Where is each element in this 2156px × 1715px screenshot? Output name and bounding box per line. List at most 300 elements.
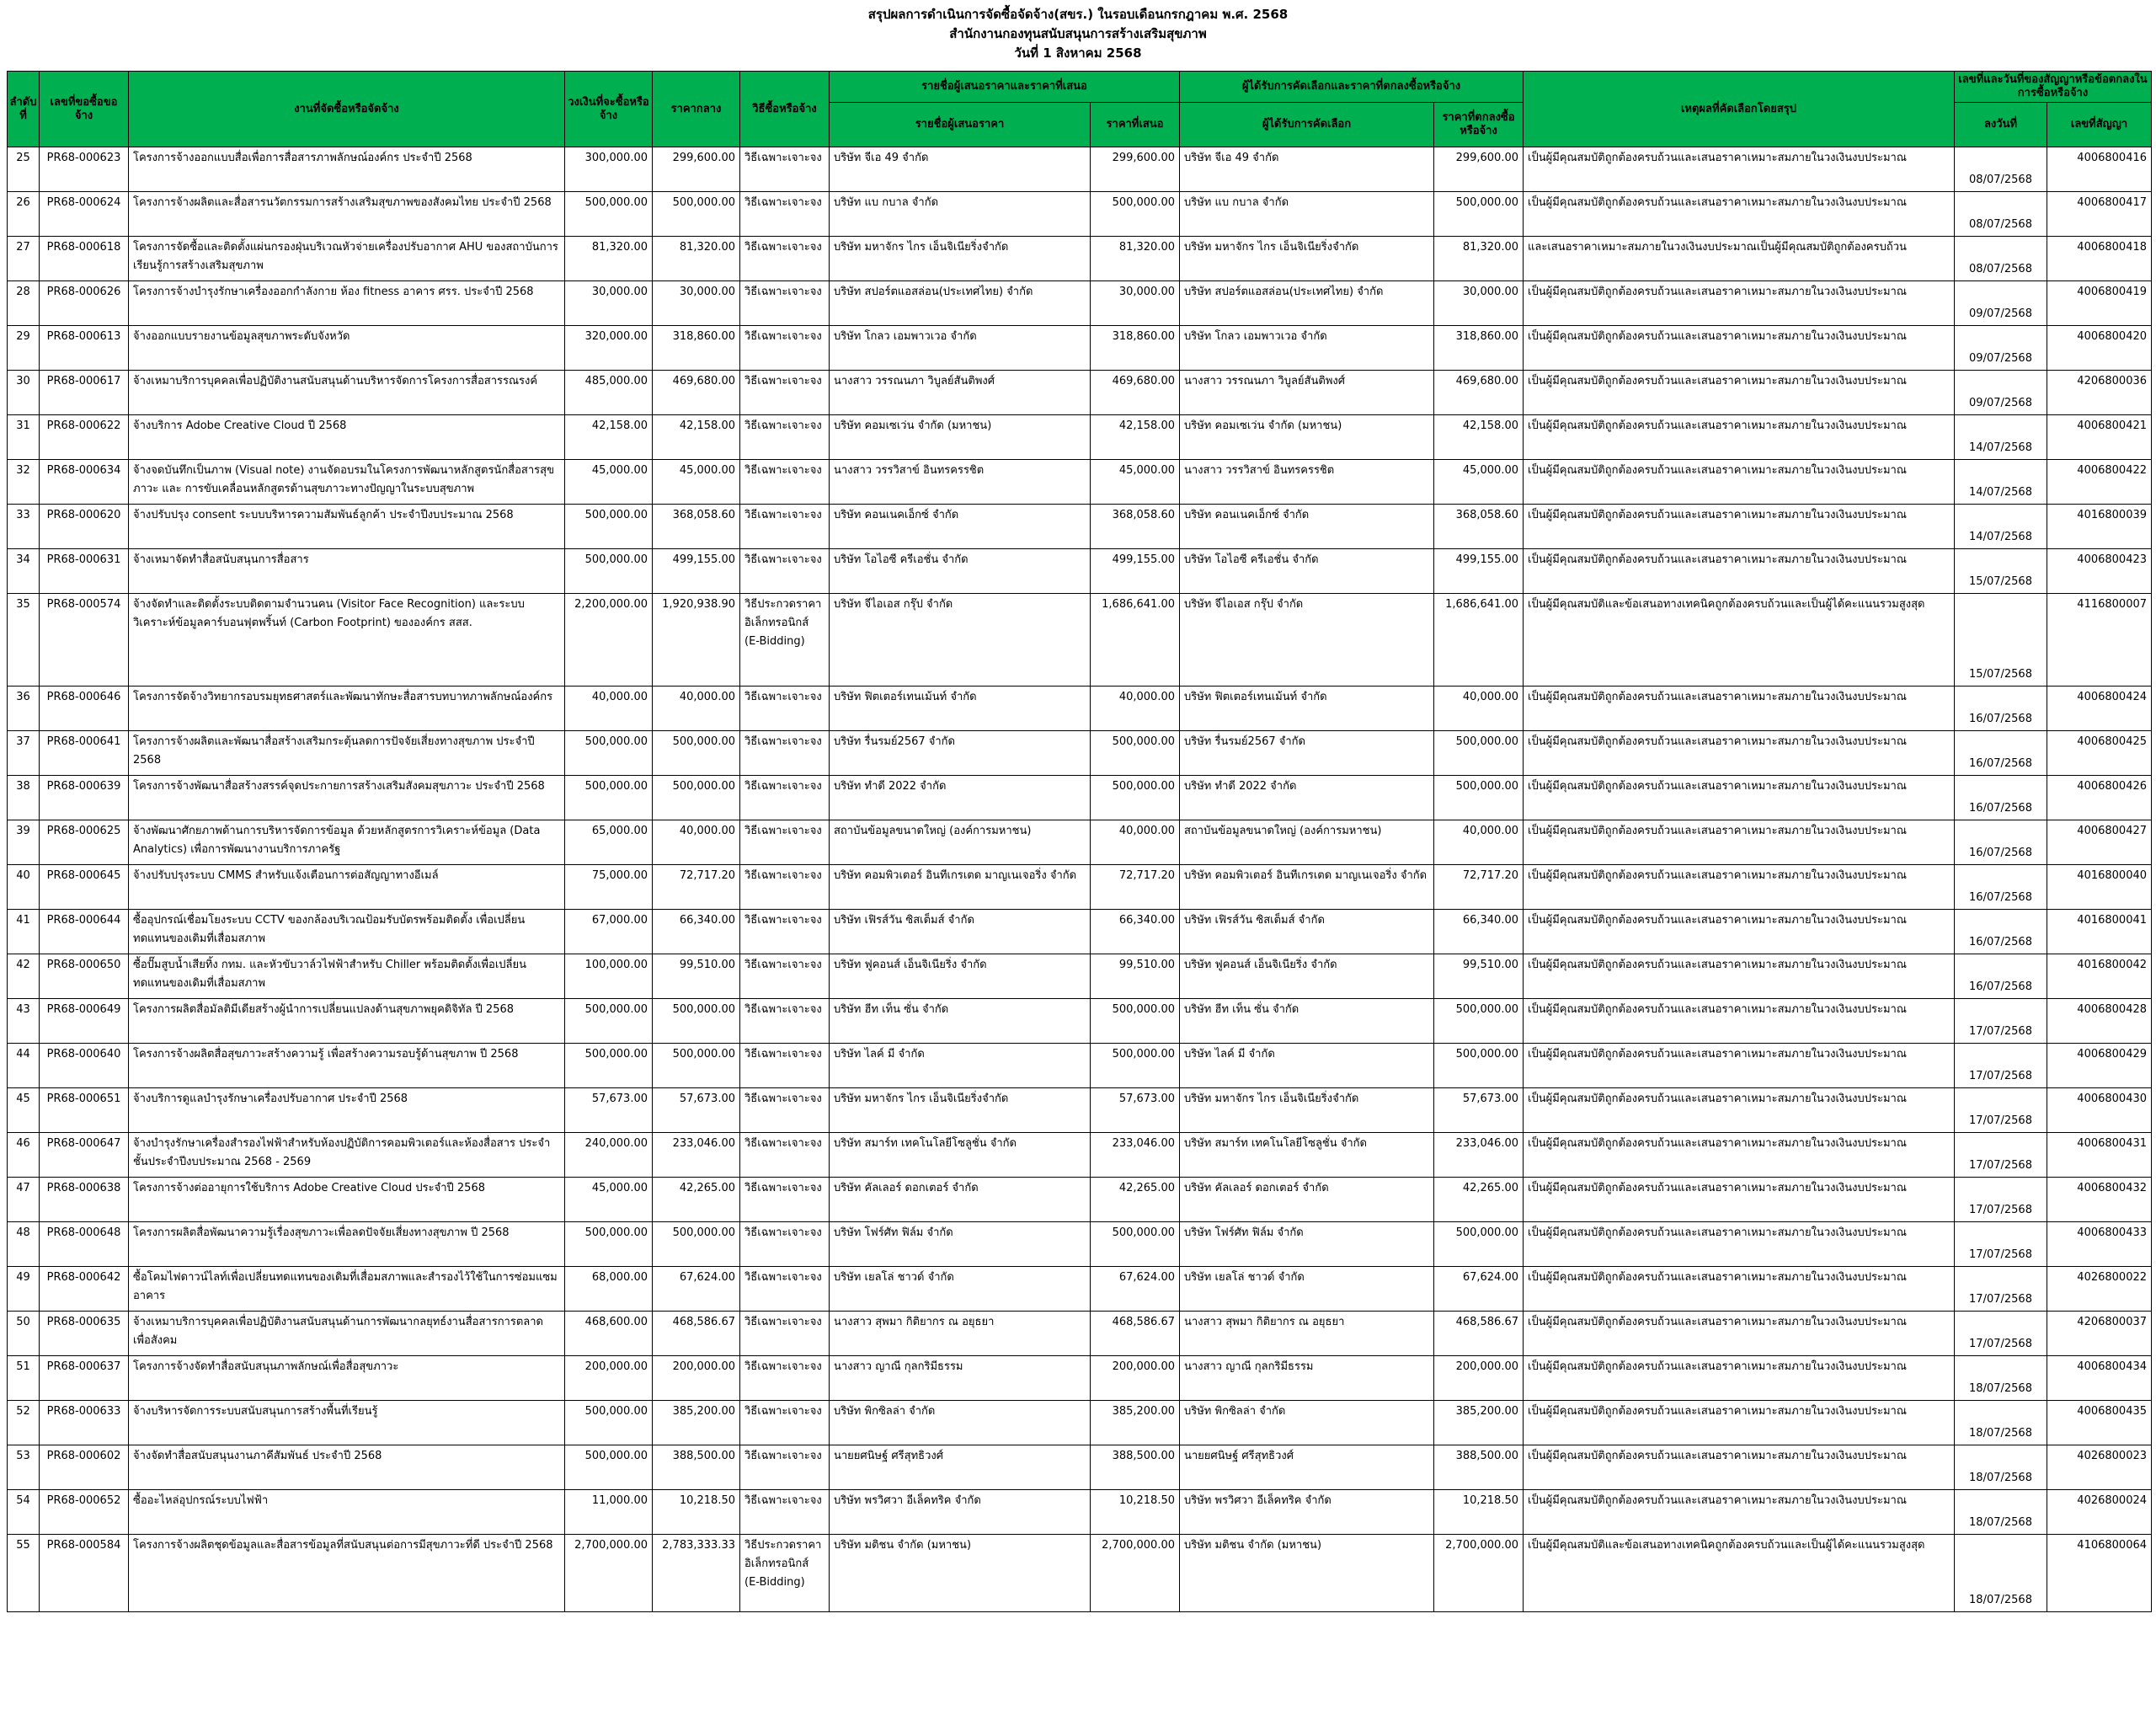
cell-agreed-price: 66,340.00: [1434, 910, 1524, 954]
cell-bid-price: 2,700,000.00: [1091, 1535, 1180, 1612]
cell-no: 50: [8, 1312, 40, 1356]
cell-bidder: บริษัท โฟร์ศัท ฟิล์ม จำกัด: [830, 1222, 1091, 1267]
cell-median: 499,155.00: [653, 549, 740, 594]
cell-work: โครงการผลิตสื่อมัลติมีเดียสร้างผู้นำการเปลี่ยนแปลงด้านสุขภาพยุคดิจิทัล ปี 2568: [129, 999, 565, 1044]
cell-winner: บริษัท จีเอ 49 จำกัด: [1180, 147, 1434, 192]
cell-reason: เป็นผู้มีคุณสมบัติถูกต้องครบถ้วนและเสนอราคาเหมาะสมภายในวงเงินงบประมาณ: [1524, 910, 1955, 954]
cell-median: 57,673.00: [653, 1088, 740, 1133]
cell-no: 28: [8, 281, 40, 326]
cell-method: วิธีเฉพาะเจาะจง: [740, 820, 830, 865]
col-pr: เลขที่ขอซื้อขอจ้าง: [40, 72, 129, 147]
cell-no: 37: [8, 731, 40, 776]
cell-method: วิธีเฉพาะเจาะจง: [740, 460, 830, 505]
cell-contract: 4006800433: [2047, 1222, 2152, 1267]
cell-contract: 4206800037: [2047, 1312, 2152, 1356]
cell-method: วิธีเฉพาะเจาะจง: [740, 1356, 830, 1401]
cell-date: 15/07/2568: [1955, 549, 2047, 594]
cell-reason: เป็นผู้มีคุณสมบัติถูกต้องครบถ้วนและเสนอราคาเหมาะสมภายในวงเงินงบประมาณ: [1524, 326, 1955, 371]
cell-pr: PR68-000648: [40, 1222, 129, 1267]
cell-reason: เป็นผู้มีคุณสมบัติถูกต้องครบถ้วนและเสนอราคาเหมาะสมภายในวงเงินงบประมาณ: [1524, 371, 1955, 415]
cell-bidder: บริษัท สปอร์ตแอสล่อน(ประเทศไทย) จำกัด: [830, 281, 1091, 326]
cell-median: 40,000.00: [653, 687, 740, 731]
col-winner: ผู้ได้รับการคัดเลือก: [1180, 103, 1434, 147]
table-row: [8, 820, 2152, 865]
cell-winner: นางสาว สุพมา กิติยากร ณ อยุธยา: [1180, 1312, 1434, 1356]
cell-date: 16/07/2568: [1955, 687, 2047, 731]
cell-reason: เป็นผู้มีคุณสมบัติถูกต้องครบถ้วนและเสนอราคาเหมาะสมภายในวงเงินงบประมาณ: [1524, 1490, 1955, 1535]
cell-no: 38: [8, 776, 40, 820]
cell-date: 17/07/2568: [1955, 1044, 2047, 1088]
cell-method: วิธีเฉพาะเจาะจง: [740, 326, 830, 371]
cell-median: 299,600.00: [653, 147, 740, 192]
cell-bidder: บริษัท รื่นรมย์2567 จำกัด: [830, 731, 1091, 776]
cell-date: 16/07/2568: [1955, 954, 2047, 999]
cell-median: 500,000.00: [653, 192, 740, 237]
table-row: [8, 1535, 2152, 1612]
cell-bid-price: 42,265.00: [1091, 1178, 1180, 1222]
cell-median: 99,510.00: [653, 954, 740, 999]
cell-pr: PR68-000613: [40, 326, 129, 371]
cell-reason: เป็นผู้มีคุณสมบัติถูกต้องครบถ้วนและเสนอราคาเหมาะสมภายในวงเงินงบประมาณ: [1524, 731, 1955, 776]
cell-bid-price: 388,500.00: [1091, 1445, 1180, 1490]
cell-reason: เป็นผู้มีคุณสมบัติถูกต้องครบถ้วนและเสนอราคาเหมาะสมภายในวงเงินงบประมาณ: [1524, 505, 1955, 549]
cell-no: 40: [8, 865, 40, 910]
cell-agreed-price: 500,000.00: [1434, 999, 1524, 1044]
cell-median: 500,000.00: [653, 1222, 740, 1267]
cell-method: วิธีเฉพาะเจาะจง: [740, 1445, 830, 1490]
cell-winner: บริษัท สมาร์ท เทคโนโลยีโซลูชั่น จำกัด: [1180, 1133, 1434, 1178]
cell-agreed-price: 318,860.00: [1434, 326, 1524, 371]
cell-bidder: บริษัท คอมพิวเตอร์ อินทีเกรเตด มาญเนเจอริ่ง จำกัด: [830, 865, 1091, 910]
cell-date: 18/07/2568: [1955, 1535, 2047, 1612]
cell-pr: PR68-000638: [40, 1178, 129, 1222]
cell-method: วิธีเฉพาะเจาะจง: [740, 1088, 830, 1133]
cell-median: 500,000.00: [653, 999, 740, 1044]
cell-agreed-price: 469,680.00: [1434, 371, 1524, 415]
cell-no: 29: [8, 326, 40, 371]
cell-bid-price: 1,686,641.00: [1091, 594, 1180, 687]
cell-agreed-price: 45,000.00: [1434, 460, 1524, 505]
cell-winner: บริษัท ฟูคอนส์ เอ็นจิเนียริ่ง จำกัด: [1180, 954, 1434, 999]
cell-budget: 500,000.00: [565, 1222, 653, 1267]
cell-work: โครงการจัดซื้อและติดตั้งแผ่นกรองฝุ่นบริเวณหัวจ่ายเครื่องปรับอากาศ AHU ของสถาบันการเรียนรู้การสร้างเสริมสุขภาพ: [129, 237, 565, 281]
cell-pr: PR68-000623: [40, 147, 129, 192]
cell-agreed-price: 40,000.00: [1434, 687, 1524, 731]
cell-contract: 4006800432: [2047, 1178, 2152, 1222]
cell-method: วิธีเฉพาะเจาะจง: [740, 731, 830, 776]
cell-bidder: บริษัท สมาร์ท เทคโนโลยีโซลูชั่น จำกัด: [830, 1133, 1091, 1178]
cell-bidder: บริษัท คัลเลอร์ ดอกเตอร์ จำกัด: [830, 1178, 1091, 1222]
cell-reason: เป็นผู้มีคุณสมบัติถูกต้องครบถ้วนและเสนอราคาเหมาะสมภายในวงเงินงบประมาณ: [1524, 549, 1955, 594]
col-median: ราคากลาง: [653, 72, 740, 147]
cell-winner: บริษัท มติชน จำกัด (มหาชน): [1180, 1535, 1434, 1612]
cell-bid-price: 72,717.20: [1091, 865, 1180, 910]
cell-winner: บริษัท เยลโล่ ชาวด์ จำกัด: [1180, 1267, 1434, 1312]
cell-method: วิธีประกวดราคาอิเล็กทรอนิกส์ (E-Bidding): [740, 1535, 830, 1612]
cell-no: 32: [8, 460, 40, 505]
cell-work: จ้างออกแบบรายงานข้อมูลสุขภาพระดับจังหวัด: [129, 326, 565, 371]
cell-budget: 2,700,000.00: [565, 1535, 653, 1612]
procurement-table: [7, 71, 2152, 1612]
cell-pr: PR68-000637: [40, 1356, 129, 1401]
cell-contract: 4116800007: [2047, 594, 2152, 687]
cell-agreed-price: 388,500.00: [1434, 1445, 1524, 1490]
cell-budget: 485,000.00: [565, 371, 653, 415]
cell-winner: บริษัท ทำดี 2022 จำกัด: [1180, 776, 1434, 820]
cell-budget: 500,000.00: [565, 1401, 653, 1445]
table-row: [8, 549, 2152, 594]
cell-contract: 4006800420: [2047, 326, 2152, 371]
table-row: [8, 731, 2152, 776]
cell-method: วิธีเฉพาะเจาะจง: [740, 1222, 830, 1267]
cell-pr: PR68-000641: [40, 731, 129, 776]
cell-reason: และเสนอราคาเหมาะสมภายในวงเงินงบประมาณเป็นผู้มีคุณสมบัติถูกต้องครบถ้วน: [1524, 237, 1955, 281]
cell-reason: เป็นผู้มีคุณสมบัติถูกต้องครบถ้วนและเสนอราคาเหมาะสมภายในวงเงินงบประมาณ: [1524, 147, 1955, 192]
cell-method: วิธีเฉพาะเจาะจง: [740, 237, 830, 281]
cell-method: วิธีเฉพาะเจาะจง: [740, 1133, 830, 1178]
cell-contract: 4016800041: [2047, 910, 2152, 954]
cell-date: 18/07/2568: [1955, 1490, 2047, 1535]
cell-date: 18/07/2568: [1955, 1445, 2047, 1490]
cell-work: โครงการจ้างจัดทำสื่อสนับสนุนภาพลักษณ์เพื่อสื่อสุขภาวะ: [129, 1356, 565, 1401]
col-method: วิธีซื้อหรือจ้าง: [740, 72, 830, 147]
cell-no: 36: [8, 687, 40, 731]
cell-winner: นายยศนิษฐ์ ศรีสุทธิวงศ์: [1180, 1445, 1434, 1490]
cell-budget: 75,000.00: [565, 865, 653, 910]
cell-contract: 4026800024: [2047, 1490, 2152, 1535]
cell-reason: เป็นผู้มีคุณสมบัติถูกต้องครบถ้วนและเสนอราคาเหมาะสมภายในวงเงินงบประมาณ: [1524, 1445, 1955, 1490]
cell-budget: 81,320.00: [565, 237, 653, 281]
cell-no: 34: [8, 549, 40, 594]
cell-agreed-price: 233,046.00: [1434, 1133, 1524, 1178]
cell-bid-price: 57,673.00: [1091, 1088, 1180, 1133]
cell-agreed-price: 30,000.00: [1434, 281, 1524, 326]
cell-work: โครงการผลิตสื่อพัฒนาความรู้เรื่องสุขภาวะเพื่อลดปัจจัยเสี่ยงทางสุขภาพ ปี 2568: [129, 1222, 565, 1267]
cell-winner: บริษัท รื่นรมย์2567 จำกัด: [1180, 731, 1434, 776]
cell-bidder: บริษัท แบ กบาล จำกัด: [830, 192, 1091, 237]
cell-bid-price: 81,320.00: [1091, 237, 1180, 281]
cell-reason: เป็นผู้มีคุณสมบัติถูกต้องครบถ้วนและเสนอราคาเหมาะสมภายในวงเงินงบประมาณ: [1524, 1133, 1955, 1178]
cell-budget: 65,000.00: [565, 820, 653, 865]
cell-pr: PR68-000652: [40, 1490, 129, 1535]
col-no: ลำดับที่: [8, 72, 40, 147]
cell-date: 16/07/2568: [1955, 865, 2047, 910]
cell-pr: PR68-000647: [40, 1133, 129, 1178]
cell-date: 16/07/2568: [1955, 910, 2047, 954]
table-row: [8, 371, 2152, 415]
cell-pr: PR68-000617: [40, 371, 129, 415]
cell-contract: 4006800423: [2047, 549, 2152, 594]
cell-work: ซื้ออะไหล่อุปกรณ์ระบบไฟฟ้า: [129, 1490, 565, 1535]
cell-bid-price: 40,000.00: [1091, 687, 1180, 731]
cell-no: 51: [8, 1356, 40, 1401]
cell-date: 17/07/2568: [1955, 1222, 2047, 1267]
cell-bid-price: 10,218.50: [1091, 1490, 1180, 1535]
cell-budget: 500,000.00: [565, 549, 653, 594]
cell-reason: เป็นผู้มีคุณสมบัติถูกต้องครบถ้วนและเสนอราคาเหมาะสมภายในวงเงินงบประมาณ: [1524, 460, 1955, 505]
cell-bid-price: 500,000.00: [1091, 192, 1180, 237]
cell-date: 18/07/2568: [1955, 1356, 2047, 1401]
cell-no: 30: [8, 371, 40, 415]
table-row: [8, 1312, 2152, 1356]
cell-reason: เป็นผู้มีคุณสมบัติถูกต้องครบถ้วนและเสนอราคาเหมาะสมภายในวงเงินงบประมาณ: [1524, 281, 1955, 326]
cell-contract: 4016800042: [2047, 954, 2152, 999]
cell-work: ซื้อปั๊มสูบน้ำเสียทิ้ง กทม. และหัวขับวาล์วไฟฟ้าสำหรับ Chiller พร้อมติดตั้งเพื่อเปลี่ยนทดแทนของเดิมที่เสื่อมสภาพ: [129, 954, 565, 999]
cell-no: 25: [8, 147, 40, 192]
col-contract-group: เลขที่และวันที่ของสัญญาหรือข้อตกลงในการซื้อหรือจ้าง: [1955, 72, 2152, 103]
col-sign-date: ลงวันที่: [1955, 103, 2047, 147]
cell-bidder: บริษัท คอนเนคเอ็กซ์ จำกัด: [830, 505, 1091, 549]
cell-method: วิธีเฉพาะเจาะจง: [740, 281, 830, 326]
cell-method: วิธีเฉพาะเจาะจง: [740, 415, 830, 460]
cell-median: 500,000.00: [653, 731, 740, 776]
cell-agreed-price: 500,000.00: [1434, 731, 1524, 776]
cell-median: 500,000.00: [653, 776, 740, 820]
cell-median: 10,218.50: [653, 1490, 740, 1535]
cell-budget: 320,000.00: [565, 326, 653, 371]
table-row: [8, 1445, 2152, 1490]
cell-date: 09/07/2568: [1955, 281, 2047, 326]
cell-pr: PR68-000626: [40, 281, 129, 326]
cell-agreed-price: 500,000.00: [1434, 192, 1524, 237]
cell-budget: 11,000.00: [565, 1490, 653, 1535]
cell-pr: PR68-000644: [40, 910, 129, 954]
cell-pr: PR68-000646: [40, 687, 129, 731]
cell-bid-price: 500,000.00: [1091, 1222, 1180, 1267]
cell-work: ซื้ออุปกรณ์เชื่อมโยงระบบ CCTV ของกล้องบริเวณป้อมรับบัตรพร้อมติดตั้ง เพื่อเปลี่ยนทดแทนของเดิมที่เสื่อมสภาพ: [129, 910, 565, 954]
cell-bidder: นางสาว วรรณนภา วิบูลย์สันติพงศ์: [830, 371, 1091, 415]
cell-reason: เป็นผู้มีคุณสมบัติถูกต้องครบถ้วนและเสนอราคาเหมาะสมภายในวงเงินงบประมาณ: [1524, 820, 1955, 865]
col-bid-price: ราคาที่เสนอ: [1091, 103, 1180, 147]
cell-agreed-price: 40,000.00: [1434, 820, 1524, 865]
cell-bidder: บริษัท จีไอเอส กรุ๊ป จำกัด: [830, 594, 1091, 687]
cell-reason: เป็นผู้มีคุณสมบัติถูกต้องครบถ้วนและเสนอราคาเหมาะสมภายในวงเงินงบประมาณ: [1524, 192, 1955, 237]
cell-median: 318,860.00: [653, 326, 740, 371]
table-row: [8, 687, 2152, 731]
cell-pr: PR68-000640: [40, 1044, 129, 1088]
cell-date: 17/07/2568: [1955, 1267, 2047, 1312]
cell-bidder: บริษัท ทำดี 2022 จำกัด: [830, 776, 1091, 820]
cell-date: 16/07/2568: [1955, 820, 2047, 865]
cell-agreed-price: 99,510.00: [1434, 954, 1524, 999]
cell-bidder: บริษัท ฮีท เท็น ซั่น จำกัด: [830, 999, 1091, 1044]
cell-reason: เป็นผู้มีคุณสมบัติถูกต้องครบถ้วนและเสนอราคาเหมาะสมภายในวงเงินงบประมาณ: [1524, 954, 1955, 999]
cell-winner: บริษัท เฟิรส์วัน ซิสเต็มส์ จำกัด: [1180, 910, 1434, 954]
cell-reason: เป็นผู้มีคุณสมบัติถูกต้องครบถ้วนและเสนอราคาเหมาะสมภายในวงเงินงบประมาณ: [1524, 1401, 1955, 1445]
cell-contract: 4006800419: [2047, 281, 2152, 326]
cell-contract: 4006800422: [2047, 460, 2152, 505]
cell-pr: PR68-000635: [40, 1312, 129, 1356]
report-date: วันที่ 1 สิงหาคม 2568: [1014, 45, 1142, 61]
cell-method: วิธีเฉพาะเจาะจง: [740, 1178, 830, 1222]
cell-contract: 4006800417: [2047, 192, 2152, 237]
cell-budget: 500,000.00: [565, 731, 653, 776]
cell-no: 42: [8, 954, 40, 999]
table-row: [8, 1490, 2152, 1535]
cell-reason: เป็นผู้มีคุณสมบัติถูกต้องครบถ้วนและเสนอราคาเหมาะสมภายในวงเงินงบประมาณ: [1524, 999, 1955, 1044]
cell-bid-price: 500,000.00: [1091, 1044, 1180, 1088]
cell-date: 14/07/2568: [1955, 460, 2047, 505]
cell-work: จ้างเหมาบริการบุคคลเพื่อปฏิบัติงานสนับสนุนด้านการพัฒนากลยุทธ์งานสื่อสารการตลาดเพื่อสังคม: [129, 1312, 565, 1356]
cell-date: 08/07/2568: [1955, 237, 2047, 281]
cell-median: 1,920,938.90: [653, 594, 740, 687]
cell-agreed-price: 57,673.00: [1434, 1088, 1524, 1133]
cell-work: โครงการจ้างต่ออายุการใช้บริการ Adobe Creative Cloud ประจำปี 2568: [129, 1178, 565, 1222]
cell-winner: บริษัท คอมพิวเตอร์ อินทีเกรเตด มาญเนเจอริ่ง จำกัด: [1180, 865, 1434, 910]
cell-winner: นางสาว ญาณี กุลกริมีธรรม: [1180, 1356, 1434, 1401]
cell-date: 17/07/2568: [1955, 1312, 2047, 1356]
cell-bid-price: 368,058.60: [1091, 505, 1180, 549]
cell-no: 39: [8, 820, 40, 865]
cell-bidder: นางสาว วรรวิสาข์ อินทรครรชิต: [830, 460, 1091, 505]
cell-bid-price: 299,600.00: [1091, 147, 1180, 192]
cell-median: 385,200.00: [653, 1401, 740, 1445]
cell-budget: 42,158.00: [565, 415, 653, 460]
col-work: งานที่จัดซื้อหรือจัดจ้าง: [129, 72, 565, 147]
cell-bidder: บริษัท พรวิศวา อีเล็คทริค จำกัด: [830, 1490, 1091, 1535]
cell-budget: 468,600.00: [565, 1312, 653, 1356]
cell-work: จ้างจัดทำและติดตั้งระบบติดตามจำนวนคน (Visitor Face Recognition) และระบบวิเคราะห์ข้อมูลคาร์บอนฟุตพริ้นท์ (Carbon Footprint) ขององค์กร สสส.: [129, 594, 565, 687]
cell-agreed-price: 67,624.00: [1434, 1267, 1524, 1312]
cell-winner: บริษัท จีไอเอส กรุ๊ป จำกัด: [1180, 594, 1434, 687]
cell-contract: 4006800418: [2047, 237, 2152, 281]
table-row: [8, 776, 2152, 820]
cell-date: 14/07/2568: [1955, 505, 2047, 549]
cell-contract: 4006800425: [2047, 731, 2152, 776]
cell-bid-price: 468,586.67: [1091, 1312, 1180, 1356]
report-title: สรุปผลการดำเนินการจัดซื้อจัดจ้าง(สขร.) ในรอบเดือนกรกฎาคม พ.ศ. 2568: [867, 7, 1289, 22]
cell-pr: PR68-000584: [40, 1535, 129, 1612]
cell-bid-price: 500,000.00: [1091, 776, 1180, 820]
cell-contract: 4026800022: [2047, 1267, 2152, 1312]
cell-contract: 4006800431: [2047, 1133, 2152, 1178]
cell-bidder: บริษัท พิกซิลล่า จำกัด: [830, 1401, 1091, 1445]
table-row: [8, 594, 2152, 687]
cell-contract: 4006800430: [2047, 1088, 2152, 1133]
cell-method: วิธีเฉพาะเจาะจง: [740, 687, 830, 731]
cell-pr: PR68-000618: [40, 237, 129, 281]
cell-median: 500,000.00: [653, 1044, 740, 1088]
cell-bid-price: 30,000.00: [1091, 281, 1180, 326]
col-agreed-price: ราคาที่ตกลงซื้อหรือจ้าง: [1434, 103, 1524, 147]
cell-winner: บริษัท คอมเซเว่น จำกัด (มหาชน): [1180, 415, 1434, 460]
cell-pr: PR68-000625: [40, 820, 129, 865]
cell-median: 233,046.00: [653, 1133, 740, 1178]
cell-winner: บริษัท ฟิตเตอร์เทนเม้นท์ จำกัด: [1180, 687, 1434, 731]
cell-bidder: บริษัท ฟูคอนส์ เอ็นจิเนียริ่ง จำกัด: [830, 954, 1091, 999]
cell-pr: PR68-000620: [40, 505, 129, 549]
cell-work: จ้างบริการ Adobe Creative Cloud ปี 2568: [129, 415, 565, 460]
cell-work: จ้างจดบันทึกเป็นภาพ (Visual note) งานจัดอบรมในโครงการพัฒนาหลักสูตรนักสื่อสารสุขภาวะ และ การขับเคลื่อนหลักสูตรด้านสุขภาวะทางปัญญาในระบบสุขภาพ: [129, 460, 565, 505]
cell-bidder: นางสาว ญาณี กุลกริมีธรรม: [830, 1356, 1091, 1401]
cell-bid-price: 499,155.00: [1091, 549, 1180, 594]
cell-work: จ้างเหมาบริการบุคคลเพื่อปฏิบัติงานสนับสนุนด้านบริหารจัดการโครงการสื่อสารรณรงค์: [129, 371, 565, 415]
cell-no: 55: [8, 1535, 40, 1612]
table-row: [8, 505, 2152, 549]
cell-budget: 45,000.00: [565, 1178, 653, 1222]
cell-work: โครงการจ้างผลิตชุดข้อมูลและสื่อสารข้อมูลที่สนับสนุนต่อการมีสุขภาวะที่ดี ประจำปี 2568: [129, 1535, 565, 1612]
cell-contract: 4006800434: [2047, 1356, 2152, 1401]
cell-work: จ้างปรับปรุง consent ระบบบริหารความสัมพันธ์ลูกค้า ประจำปีงบประมาณ 2568: [129, 505, 565, 549]
cell-agreed-price: 72,717.20: [1434, 865, 1524, 910]
cell-bid-price: 40,000.00: [1091, 820, 1180, 865]
cell-winner: บริษัท คัลเลอร์ ดอกเตอร์ จำกัด: [1180, 1178, 1434, 1222]
cell-budget: 100,000.00: [565, 954, 653, 999]
cell-bidder: บริษัท โอไอซี ครีเอชั่น จำกัด: [830, 549, 1091, 594]
cell-method: วิธีเฉพาะเจาะจง: [740, 1490, 830, 1535]
cell-date: 18/07/2568: [1955, 1401, 2047, 1445]
cell-contract: 4016800040: [2047, 865, 2152, 910]
cell-no: 47: [8, 1178, 40, 1222]
cell-median: 81,320.00: [653, 237, 740, 281]
cell-no: 44: [8, 1044, 40, 1088]
cell-contract: 4006800427: [2047, 820, 2152, 865]
cell-budget: 500,000.00: [565, 1445, 653, 1490]
cell-bidder: บริษัท เฟิรส์วัน ซิสเต็มส์ จำกัด: [830, 910, 1091, 954]
cell-no: 27: [8, 237, 40, 281]
cell-date: 09/07/2568: [1955, 371, 2047, 415]
cell-reason: เป็นผู้มีคุณสมบัติถูกต้องครบถ้วนและเสนอราคาเหมาะสมภายในวงเงินงบประมาณ: [1524, 415, 1955, 460]
cell-date: 17/07/2568: [1955, 1133, 2047, 1178]
cell-method: วิธีเฉพาะเจาะจง: [740, 1312, 830, 1356]
cell-contract: 4106800064: [2047, 1535, 2152, 1612]
cell-method: วิธีเฉพาะเจาะจง: [740, 505, 830, 549]
cell-bidder: นางสาว สุพมา กิติยากร ณ อยุธยา: [830, 1312, 1091, 1356]
table-row: [8, 1222, 2152, 1267]
cell-method: วิธีเฉพาะเจาะจง: [740, 910, 830, 954]
cell-median: 42,265.00: [653, 1178, 740, 1222]
cell-method: วิธีเฉพาะเจาะจง: [740, 1401, 830, 1445]
cell-reason: เป็นผู้มีคุณสมบัติถูกต้องครบถ้วนและเสนอราคาเหมาะสมภายในวงเงินงบประมาณ: [1524, 1222, 1955, 1267]
cell-reason: เป็นผู้มีคุณสมบัติถูกต้องครบถ้วนและเสนอราคาเหมาะสมภายในวงเงินงบประมาณ: [1524, 1044, 1955, 1088]
col-budget: วงเงินที่จะซื้อหรือจ้าง: [565, 72, 653, 147]
report-title-block: [0, 0, 2156, 64]
cell-bid-price: 500,000.00: [1091, 731, 1180, 776]
cell-no: 48: [8, 1222, 40, 1267]
cell-bid-price: 385,200.00: [1091, 1401, 1180, 1445]
cell-pr: PR68-000631: [40, 549, 129, 594]
cell-work: จ้างบริการดูแลบำรุงรักษาเครื่องปรับอากาศ ประจำปี 2568: [129, 1088, 565, 1133]
cell-winner: สถาบันข้อมูลขนาดใหญ่ (องค์การมหาชน): [1180, 820, 1434, 865]
cell-no: 54: [8, 1490, 40, 1535]
cell-work: โครงการจ้างออกแบบสื่อเพื่อการสื่อสารภาพลักษณ์องค์กร ประจำปี 2568: [129, 147, 565, 192]
cell-method: วิธีเฉพาะเจาะจง: [740, 371, 830, 415]
cell-median: 66,340.00: [653, 910, 740, 954]
cell-winner: บริษัท ไลค์ มี จำกัด: [1180, 1044, 1434, 1088]
table-row: [8, 1133, 2152, 1178]
cell-pr: PR68-000574: [40, 594, 129, 687]
cell-method: วิธีเฉพาะเจาะจง: [740, 147, 830, 192]
cell-winner: บริษัท มหาจักร ไกร เอ็นจิเนียริ่งจำกัด: [1180, 1088, 1434, 1133]
cell-pr: PR68-000649: [40, 999, 129, 1044]
cell-bid-price: 200,000.00: [1091, 1356, 1180, 1401]
cell-winner: บริษัท พรวิศวา อีเล็คทริค จำกัด: [1180, 1490, 1434, 1535]
cell-budget: 240,000.00: [565, 1133, 653, 1178]
cell-agreed-price: 500,000.00: [1434, 1044, 1524, 1088]
cell-pr: PR68-000624: [40, 192, 129, 237]
cell-bid-price: 67,624.00: [1091, 1267, 1180, 1312]
cell-bid-price: 45,000.00: [1091, 460, 1180, 505]
cell-contract: 4006800428: [2047, 999, 2152, 1044]
cell-reason: เป็นผู้มีคุณสมบัติถูกต้องครบถ้วนและเสนอราคาเหมาะสมภายในวงเงินงบประมาณ: [1524, 1088, 1955, 1133]
cell-date: 09/07/2568: [1955, 326, 2047, 371]
table-row: [8, 1088, 2152, 1133]
cell-bidder: บริษัท มหาจักร ไกร เอ็นจิเนียริ่งจำกัด: [830, 1088, 1091, 1133]
cell-no: 33: [8, 505, 40, 549]
cell-no: 31: [8, 415, 40, 460]
cell-bidder: บริษัท ไลค์ มี จำกัด: [830, 1044, 1091, 1088]
cell-work: โครงการจ้างผลิตและสื่อสารนวัตกรรมการสร้างเสริมสุขภาพของสังคมไทย ประจำปี 2568: [129, 192, 565, 237]
